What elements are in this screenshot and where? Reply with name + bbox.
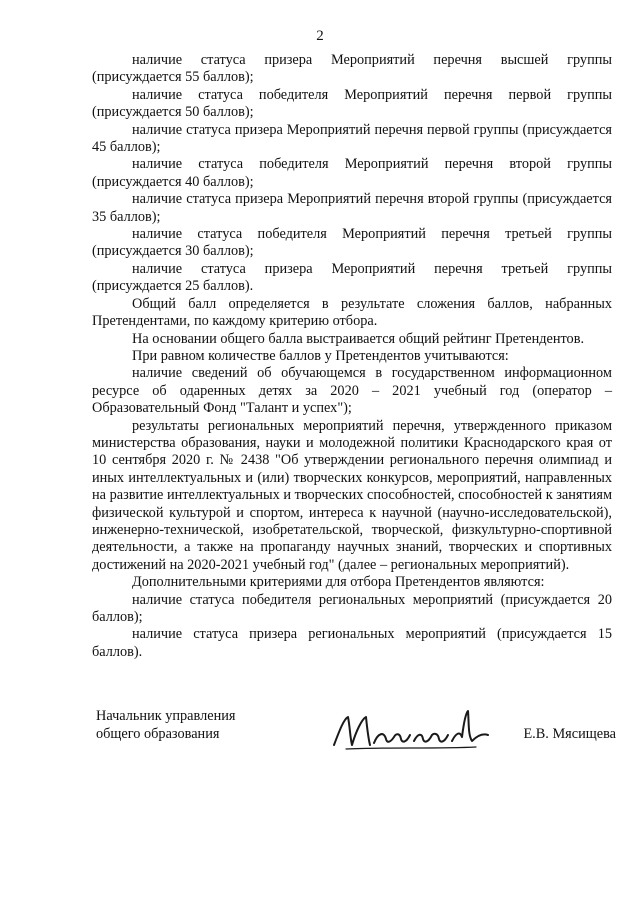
document-body bbox=[92, 52, 612, 661]
signature-block bbox=[96, 707, 616, 767]
paragraph: наличие статуса победителя Мероприятий перечня второй группы (присуждается 40 баллов); bbox=[92, 156, 612, 190]
page-number: 2 bbox=[316, 28, 324, 44]
paragraph: результаты региональных мероприятий перечня, утвержденного приказом министерства образования, науки и молодежной политики Краснодарского края от 10 сентября 2020 г. № 2438 "Об утверждении регионального перечня олимпиад и иных интеллектуальных и (или) творческих конкурсов, мероприятий, направленных на развитие интеллектуальных и творческих способностей, способностей к занятиям физической культурой и спортом, интереса к научной (научно-исследовательской), инженерно-технической, изобретательской, творческой, физкультурно-спортивной деятельности, а также на пропаганду научных знаний, творческих и спортивных достижений на 2020-2021 учебный год" (далее – региональных мероприятий). bbox=[92, 417, 612, 573]
paragraph: наличие статуса призера Мероприятий перечня второй группы (присуждается 35 баллов); bbox=[92, 191, 612, 225]
handwritten-signature bbox=[326, 707, 496, 755]
paragraph: Дополнительными критериями для отбора Претендентов являются: bbox=[132, 574, 545, 591]
signer-name: Е.В. Мясищева bbox=[523, 726, 616, 742]
signer-position bbox=[96, 707, 235, 743]
paragraph: наличие статуса призера Мероприятий перечня высшей группы (присуждается 55 баллов); bbox=[92, 52, 612, 86]
paragraph: наличие статуса победителя региональных мероприятий (присуждается 20 баллов); bbox=[92, 591, 612, 625]
paragraph: При равном количестве баллов у Претендентов учитываются: bbox=[132, 347, 509, 364]
paragraph: наличие сведений об обучающемся в государственном информационном ресурсе об одаренных детях за 2020 – 2021 учебный год (оператор – Образовательный Фонд "Талант и успех"); bbox=[92, 365, 612, 417]
signer-position-line: Начальник управления bbox=[96, 708, 236, 724]
signer-position-line: общего образования bbox=[96, 726, 220, 742]
paragraph: наличие статуса призера региональных мероприятий (присуждается 15 баллов). bbox=[92, 626, 612, 660]
paragraph: Общий балл определяется в результате сложения баллов, набранных Претендентами, по каждому критерию отбора. bbox=[92, 295, 612, 330]
paragraph: наличие статуса победителя Мероприятий перечня третьей группы (присуждается 30 баллов); bbox=[92, 226, 612, 260]
paragraph: наличие статуса победителя Мероприятий перечня первой группы (присуждается 50 баллов); bbox=[92, 86, 612, 121]
paragraph: наличие статуса призера Мероприятий перечня первой группы (присуждается 45 баллов); bbox=[92, 121, 612, 156]
paragraph: На основании общего балла выстраивается общий рейтинг Претендентов. bbox=[132, 330, 585, 347]
paragraph: наличие статуса призера Мероприятий перечня третьей группы (присуждается 25 баллов). bbox=[92, 260, 612, 295]
